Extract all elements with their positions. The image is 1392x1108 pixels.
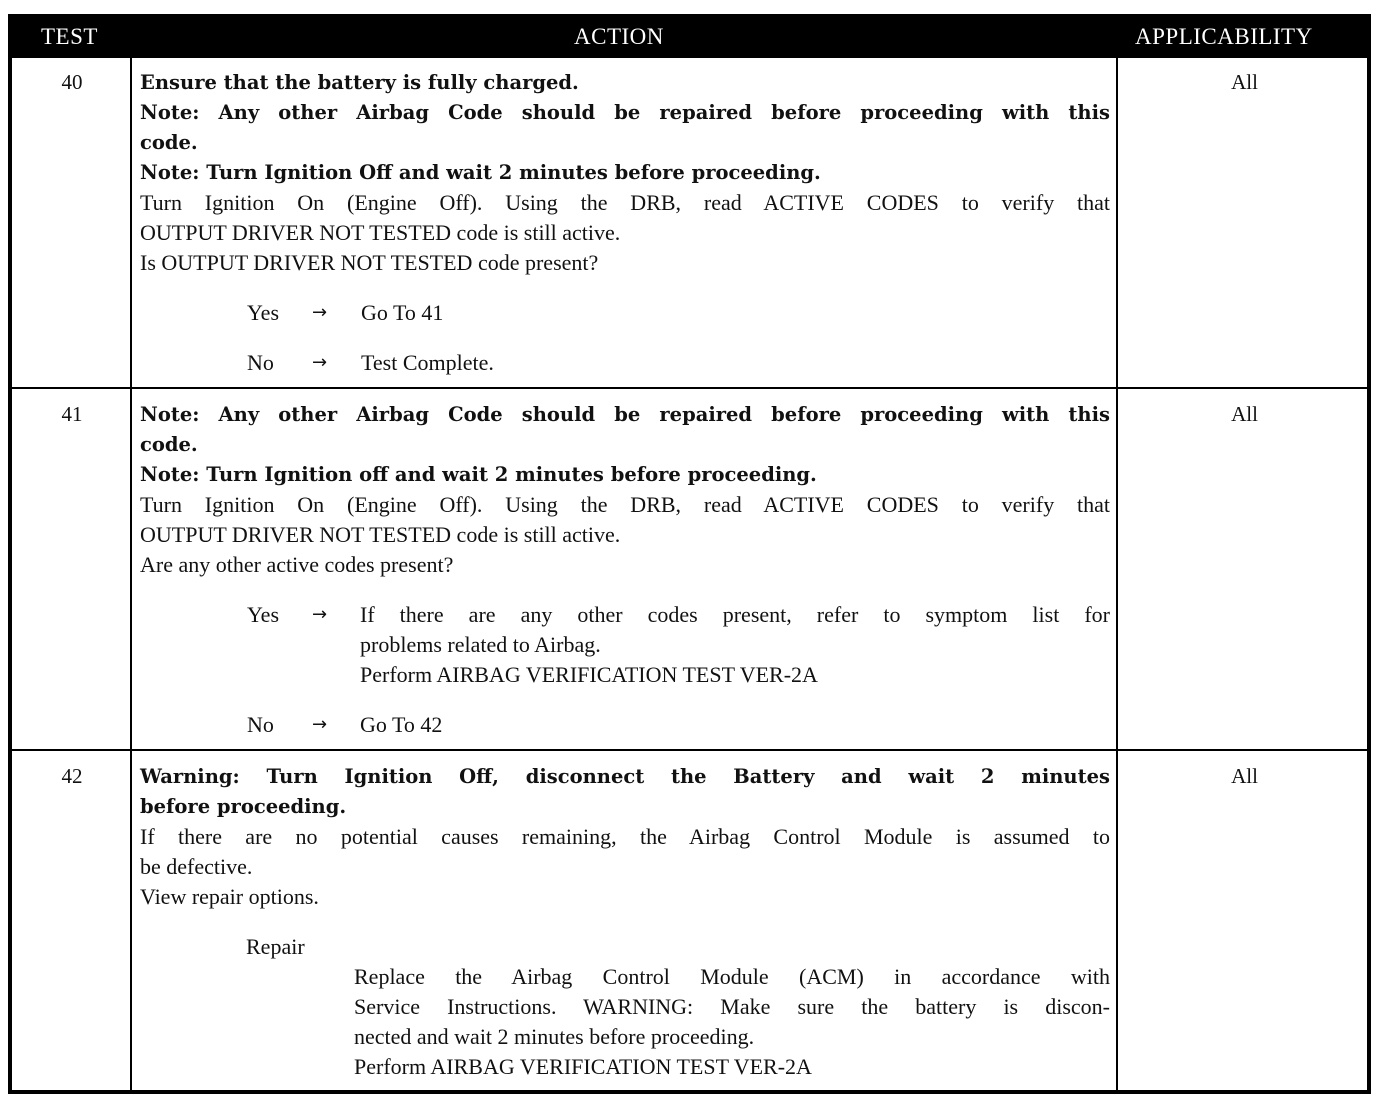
column-divider-test bbox=[130, 58, 132, 1090]
step-question: Are any other active codes present? bbox=[140, 552, 454, 577]
row-divider bbox=[12, 387, 1367, 389]
step-warning: Warning: Turn Ignition Off, disconnect the Battery and wait 2 minutes bbox=[140, 765, 1110, 788]
test-number: 42 bbox=[61, 764, 83, 788]
step-text: If there are no potential causes remaining, the Airbag Control Module is assumed to bbox=[140, 824, 1110, 849]
yes-label: Yes bbox=[247, 300, 280, 325]
header-applicability: APPLICABILITY bbox=[1135, 24, 1313, 49]
step-note: code. bbox=[140, 131, 198, 154]
column-divider-applicability bbox=[1116, 58, 1118, 1090]
step-warning: before proceeding. bbox=[140, 795, 347, 818]
repair-text: Perform AIRBAG VERIFICATION TEST VER-2A bbox=[354, 1054, 812, 1079]
yes-result: problems related to Airbag. bbox=[360, 632, 601, 657]
yes-result: Go To 41 bbox=[361, 300, 444, 325]
step-text: be defective. bbox=[140, 854, 253, 879]
step-note: Note: Any other Airbag Code should be repaired before proceeding with this bbox=[140, 101, 1110, 124]
header-test: TEST bbox=[41, 24, 98, 49]
applicability: All bbox=[1231, 402, 1258, 426]
row-divider bbox=[12, 749, 1367, 751]
step-note: code. bbox=[140, 433, 198, 456]
yes-result: Perform AIRBAG VERIFICATION TEST VER-2A bbox=[360, 662, 818, 687]
repair-text: Service Instructions. WARNING: Make sure the battery is discon- bbox=[354, 994, 1110, 1019]
no-result: Test Complete. bbox=[361, 350, 494, 375]
step-text: Turn Ignition On (Engine Off). Using the DRB, read ACTIVE CODES to verify that bbox=[140, 492, 1110, 517]
no-result: Go To 42 bbox=[360, 712, 443, 737]
arrow-icon: → bbox=[312, 714, 328, 735]
step-text: Turn Ignition On (Engine Off). Using the DRB, read ACTIVE CODES to verify that bbox=[140, 190, 1110, 215]
table-header bbox=[12, 18, 1367, 58]
step-text: OUTPUT DRIVER NOT TESTED code is still active. bbox=[140, 522, 621, 547]
no-label: No bbox=[247, 350, 274, 375]
applicability: All bbox=[1231, 70, 1258, 94]
step-note: Note: Turn Ignition off and wait 2 minutes before proceeding. bbox=[140, 463, 817, 486]
arrow-icon: → bbox=[312, 352, 328, 373]
header-action: ACTION bbox=[574, 24, 664, 49]
step-text: View repair options. bbox=[140, 884, 319, 909]
no-label: No bbox=[247, 712, 274, 737]
yes-result: If there are any other codes present, refer to symptom list for bbox=[360, 602, 1110, 627]
applicability: All bbox=[1231, 764, 1258, 788]
repair-text: Replace the Airbag Control Module (ACM) in accordance with bbox=[354, 964, 1110, 989]
arrow-icon: → bbox=[312, 604, 328, 625]
step-text: OUTPUT DRIVER NOT TESTED code is still active. bbox=[140, 220, 621, 245]
step-question: Is OUTPUT DRIVER NOT TESTED code present? bbox=[140, 250, 599, 275]
step-instruction: Ensure that the battery is fully charged. bbox=[140, 71, 579, 94]
diagnostic-table bbox=[8, 14, 1371, 1094]
step-note: Note: Any other Airbag Code should be repaired before proceeding with this bbox=[140, 403, 1110, 426]
repair-text: nected and wait 2 minutes before proceeding. bbox=[354, 1024, 755, 1049]
arrow-icon: → bbox=[312, 302, 328, 323]
repair-label: Repair bbox=[246, 934, 305, 959]
test-number: 41 bbox=[61, 402, 83, 426]
test-number: 40 bbox=[61, 70, 83, 94]
step-note: Note: Turn Ignition Off and wait 2 minutes before proceeding. bbox=[140, 161, 821, 184]
yes-label: Yes bbox=[247, 602, 280, 627]
